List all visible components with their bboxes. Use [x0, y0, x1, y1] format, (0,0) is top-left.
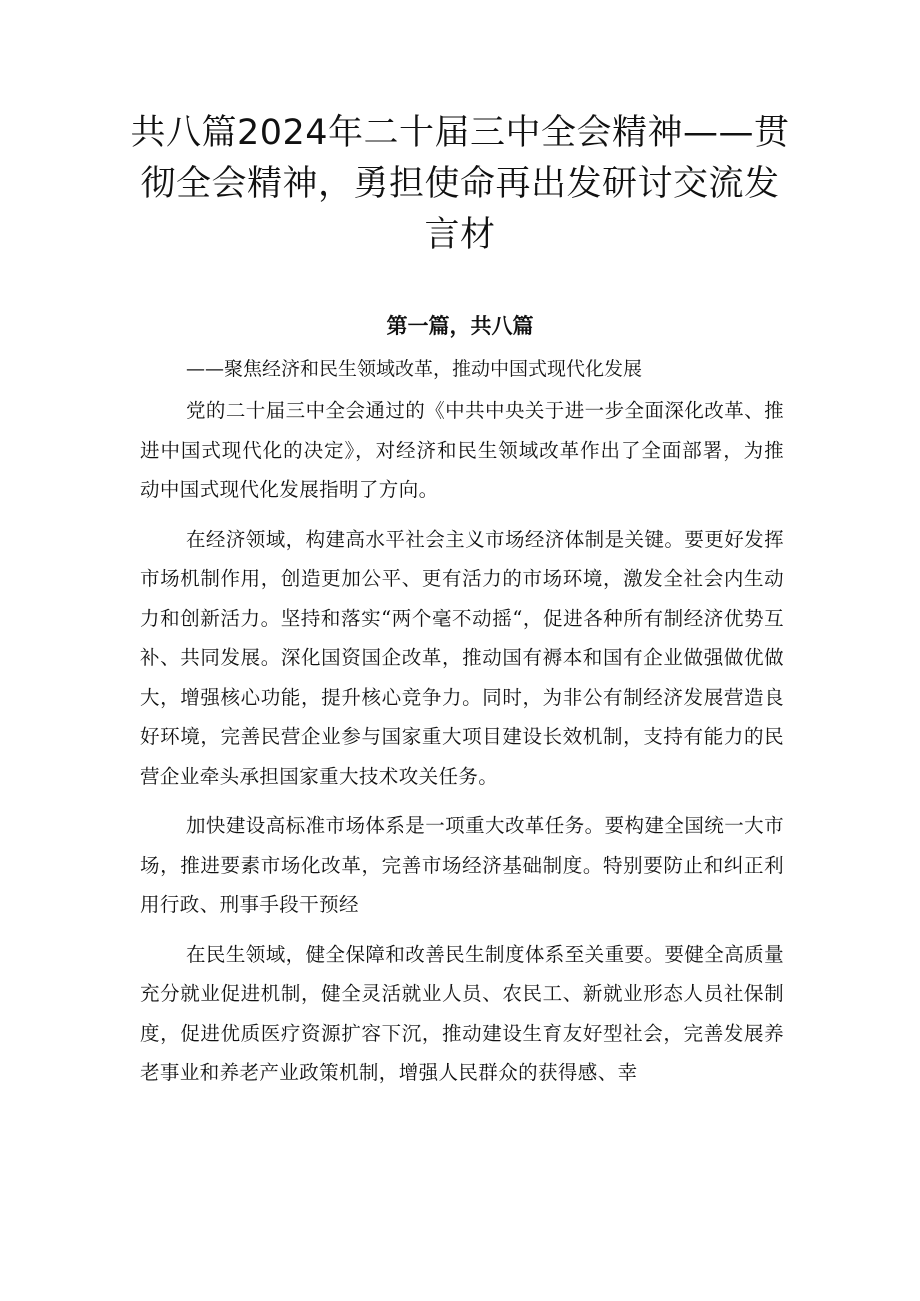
section-heading: 第一篇，共八篇: [386, 314, 534, 338]
paragraph: 在民生领域，健全保障和改善民生制度体系至关重要。要健全高质量充分就业促进机制，健全灵活就业人员、农民工、新就业形态人员社保制度，促进优质医疗资源扩容下沉，推动建设生育友好型社会，完善发展养老事业和养老产业政策机制，增强人民群众的获得感、幸: [140, 942, 784, 1084]
body-text: [140, 391, 784, 1103]
paragraph: 在经济领域，构建高水平社会主义市场经济体制是关键。要更好发挥市场机制作用，创造更加公平、更有活力的市场环境，激发全社会内生动力和创新活力。坚持和落实“两个毫不动摇“，促进各种所有制经济优势互补、共同发展。深化国资国企改革，推动国有褥本和国有企业做强做优做大，增强核心功能，提升核心竞争力。同时，为非公有制经济发展营造良好环境，完善民营企业参与国家重大项目建设长效机制，支持有能力的民营企业牵头承担国家重大技术攻关任务。: [140, 527, 784, 788]
paragraph: 党的二十届三中全会通过的《中共中央关于进一步全面深化改革、推进中国式现代化的决定》，对经济和民生领域改革作出了全面部署，为推动中国式现代化发展指明了方向。: [140, 399, 784, 501]
document-title: 共八篇2024年二十届三中全会精神——贯彻全会精神，勇担使命再出发研讨交流发言材: [130, 113, 790, 255]
section-subtitle: ——聚焦经济和民生领域改革，推动中国式现代化发展: [186, 358, 643, 380]
paragraph: 加快建设高标准市场体系是一项重大改革任务。要构建全国统一大市场，推进要素市场化改革，完善市场经济基础制度。特别要防止和纠正利用行政、刑事手段干预经: [140, 814, 784, 916]
